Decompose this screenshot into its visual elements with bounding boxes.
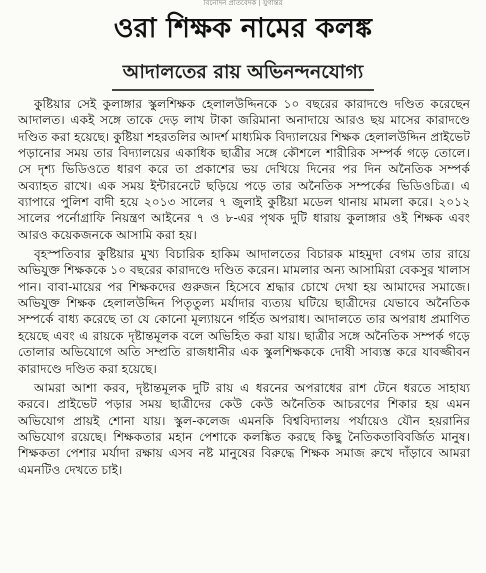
- paragraph: বৃহস্পতিবার কুষ্টিয়ার মুখ্য বিচারিক হাকিম আদালতের বিচারক মাহমুদা বেগম তার রায়ে অভিযুক্ত শিক্ষককে ১০ বছরের কারাদণ্ডে দণ্ডিত করেন। মামলার অন্য আসামিরা বেকসুর খালাস পান। বাবা-মায়ের পর শিক্ষকদের গুরুজন হিসেবে শ্রদ্ধার চোখে দেখা হয় আমাদের সমাজে। অভিযুক্ত শিক্ষক হেলালউদ্দিন পিতৃতুল্য মর্যাদার ব্যত্যয় ঘটিয়ে ছাত্রীদের যেভাবে অনৈতিক সম্পর্কে বাধ্য করেছে তা যে কোনো মূল্যায়নে গর্হিত অপরাধ। আদালতে তার অপরাধ প্রমাণিত হয়েছে এবং এ রায়কে দৃষ্টান্তমূলক বলে অভিহিত করা যায়। ছাত্রীর সঙ্গে অনৈতিক সম্পর্ক গড়ে তোলার অভিযোগে অতি সম্প্রতি রাজধানীর এক স্কুলশিক্ষককে দোষী সাব্যস্ত করে যাবজ্জীবন কারাদণ্ডে দণ্ডিত করা হয়েছে।: [18, 247, 470, 376]
- headline: ওরা শিক্ষক নামের কলঙ্ক: [113, 13, 373, 44]
- article-body: [18, 96, 470, 478]
- masthead-strip: বিনোদন প্রতিবেদক | যুগান্তর: [203, 0, 283, 6]
- divider: [112, 89, 374, 91]
- paragraph: আমরা আশা করব, দৃষ্টান্তমূলক দুটি রায় এ ধরনের অপরাধের রাশ টেনে ধরতে সাহায্য করবে। প্রাইভেট পড়ার সময় ছাত্রীদের কেউ কেউ অনৈতিক আচরণের শিকার হয় এমন অভিযোগ প্রায়ই শোনা যায়। স্কুল-কলেজ এমনকি বিশ্ববিদ্যালয় পর্যায়েও যৌন হয়রানির অভিযোগ রয়েছে। শিক্ষকতার মহান পেশাকে কলঙ্কিত করছে কিছু নৈতিকতাবিবর্জিত মানুষ। শিক্ষকতা পেশার মর্যাদা রক্ষায় এসব নষ্ট মানুষের বিরুদ্ধে শিক্ষক সমাজ রুখে দাঁড়াবে আমরা এমনটিও দেখতে চাই।: [18, 380, 470, 477]
- subheadline: আদালতের রায় অভিনন্দনযোগ্য: [122, 61, 364, 83]
- paragraph: কুষ্টিয়ার সেই কুলাঙ্গার স্কুলশিক্ষক হেলালউদ্দিনকে ১০ বছরের কারাদণ্ডে দণ্ডিত করেছেন আদালত। একই সঙ্গে তাকে দেড় লাখ টাকা জরিমানা অনাদায়ে আরও ছয় মাসের কারাদণ্ডে দণ্ডিত করা হয়েছে। কুষ্টিয়া শহরতলির আদর্শ মাধ্যমিক বিদ্যালয়ের শিক্ষক হেলালউদ্দিন প্রাইভেট পড়ানোর সময় তার বিদ্যালয়ের একাধিক ছাত্রীর সঙ্গে কৌশলে শারীরিক সম্পর্ক গড়ে তোলে। সে দৃশ্য ভিডিওতে ধারণ করে তা প্রকাশের ভয় দেখিয়ে দিনের পর দিন অনৈতিক সম্পর্ক অব্যাহত রাখে। এক সময় ইন্টারনেটে ছড়িয়ে পড়ে তার অনৈতিক সম্পর্কের ভিডিওচিত্র। এ ব্যাপারে পুলিশ বাদী হয়ে ২০১৩ সালের ৭ জুলাই কুষ্টিয়া মডেল থানায় মামলা করে। ২০১২ সালের পর্নোগ্রাফি নিয়ন্ত্রণ আইনের ৭ ও ৮-এর পৃথক দুটি ধারায় কুলাঙ্গার ওই শিক্ষক এবং আরও কয়েকজনকে আসামি করা হয়।: [18, 97, 470, 242]
